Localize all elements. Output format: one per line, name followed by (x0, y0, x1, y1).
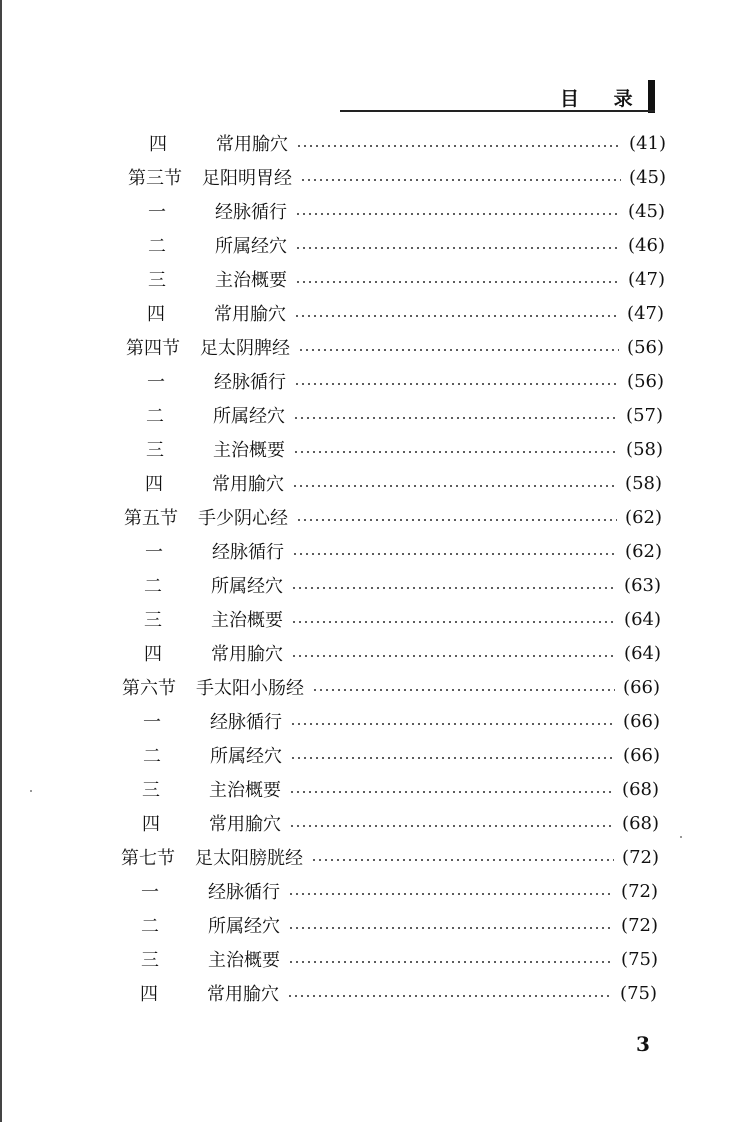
toc-entry-page: (58) (625, 472, 662, 494)
toc-entry-page: (68) (622, 778, 659, 800)
header-marker-bar (648, 80, 655, 113)
toc-entry-title: 常用腧穴 (211, 644, 283, 665)
toc-entry-page: (56) (627, 336, 664, 358)
toc-entry-title: 所属经穴 (215, 236, 287, 257)
toc-entry-page: (45) (629, 166, 666, 188)
toc-section-entry (129, 772, 659, 806)
toc-entry-title: 主治概要 (215, 270, 287, 291)
dot-leader (288, 961, 613, 963)
toc-entry-page: (46) (628, 234, 665, 256)
running-header-title: 目 录 (560, 88, 647, 110)
toc-section-entry (132, 466, 662, 500)
toc-section-entry (129, 806, 659, 840)
toc-entry-title: 主治概要 (208, 950, 280, 971)
toc-entry-number: 第四节 (126, 338, 180, 359)
dot-leader (295, 213, 620, 215)
toc-section-entry (128, 908, 658, 942)
toc-entry-title: 主治概要 (213, 440, 285, 461)
toc-entry-title: 经脉循行 (214, 372, 286, 393)
toc-section-entry (135, 262, 665, 296)
toc-entry-title: 经脉循行 (210, 712, 282, 733)
toc-entry-number: 第六节 (122, 678, 176, 699)
toc-entry-number: 第七节 (121, 848, 175, 869)
toc-chapter-entry (128, 160, 666, 194)
toc-entry-page: (72) (621, 880, 658, 902)
toc-entry-number: 二 (141, 916, 159, 937)
toc-entry-page: (66) (623, 744, 660, 766)
dot-leader (290, 757, 615, 759)
toc-entry-page: (57) (626, 404, 663, 426)
toc-section-entry (133, 432, 663, 466)
scan-speck (30, 790, 32, 792)
toc-section-entry (134, 364, 664, 398)
toc-entry-number: 三 (142, 780, 160, 801)
toc-entry-title: 足阳明胃经 (202, 168, 292, 189)
dot-leader (291, 621, 616, 623)
toc-entry-page: (41) (629, 132, 666, 154)
toc-section-entry (134, 296, 664, 330)
toc-entry-page: (75) (620, 982, 657, 1004)
dot-leader (294, 315, 619, 317)
toc-entry-page: (62) (625, 506, 662, 528)
dot-leader (290, 723, 615, 725)
toc-entry-number: 三 (144, 610, 162, 631)
toc-entry-number: 三 (141, 950, 159, 971)
toc-entry-number: 一 (143, 712, 161, 733)
page-number: 3 (636, 1032, 650, 1056)
toc-entry-page: (64) (624, 642, 661, 664)
toc-entry-page: (45) (628, 200, 665, 222)
toc-section-entry (131, 636, 661, 670)
toc-entry-page: (66) (623, 676, 660, 698)
toc-entry-title: 手太阳小肠经 (196, 678, 304, 699)
toc-entry-title: 常用腧穴 (209, 814, 281, 835)
toc-entry-page: (58) (626, 438, 663, 460)
toc-section-entry (133, 398, 663, 432)
toc-entry-number: 四 (149, 134, 167, 155)
dot-leader (296, 145, 621, 147)
toc-entry-title: 所属经穴 (211, 576, 283, 597)
toc-section-entry (128, 942, 658, 976)
toc-entry-number: 四 (142, 814, 160, 835)
dot-leader (298, 349, 619, 351)
toc-entry-number: 一 (147, 372, 165, 393)
dot-leader (289, 825, 614, 827)
dot-leader (291, 655, 616, 657)
toc-entry-page: (47) (628, 268, 665, 290)
dot-leader (287, 995, 612, 997)
toc-entry-number: 一 (148, 202, 166, 223)
toc-section-entry (127, 976, 657, 1010)
dot-leader (288, 893, 613, 895)
toc-section-entry (128, 874, 658, 908)
toc-entry-number: 一 (145, 542, 163, 563)
toc-entry-title: 足太阳膀胱经 (195, 848, 303, 869)
toc-entry-title: 足太阴脾经 (200, 338, 290, 359)
toc-chapter-entry (122, 670, 660, 704)
toc-section-entry (130, 704, 660, 738)
scan-speck (680, 836, 682, 838)
dot-leader (295, 247, 620, 249)
toc-chapter-entry (124, 500, 662, 534)
toc-entry-number: 第五节 (124, 508, 178, 529)
dot-leader (293, 451, 618, 453)
toc-entry-title: 常用腧穴 (216, 134, 288, 155)
toc-entry-title: 所属经穴 (213, 406, 285, 427)
toc-entry-title: 常用腧穴 (207, 984, 279, 1005)
dot-leader (288, 927, 613, 929)
toc-entry-page: (68) (622, 812, 659, 834)
toc-section-entry (135, 228, 665, 262)
toc-section-entry (132, 534, 662, 568)
dot-leader (289, 791, 614, 793)
toc-entry-page: (75) (621, 948, 658, 970)
dot-leader (312, 689, 615, 691)
dot-leader (300, 179, 621, 181)
toc-entry-number: 四 (144, 644, 162, 665)
toc-entry-page: (66) (623, 710, 660, 732)
toc-section-entry (136, 126, 666, 160)
dot-leader (295, 281, 620, 283)
toc-entry-title: 经脉循行 (208, 882, 280, 903)
toc-entry-number: 二 (146, 406, 164, 427)
dot-leader (292, 485, 617, 487)
toc-entry-number: 三 (146, 440, 164, 461)
dot-leader (292, 553, 617, 555)
toc-entry-title: 主治概要 (211, 610, 283, 631)
dot-leader (293, 417, 618, 419)
toc-section-entry (131, 568, 661, 602)
toc-entry-page: (47) (627, 302, 664, 324)
toc-entry-number: 三 (148, 270, 166, 291)
toc-entry-title: 手少阴心经 (198, 508, 288, 529)
toc-entry-page: (56) (627, 370, 664, 392)
toc-entry-title: 所属经穴 (208, 916, 280, 937)
toc-entry-title: 经脉循行 (212, 542, 284, 563)
toc-entry-page: (62) (625, 540, 662, 562)
toc-entry-page: (64) (624, 608, 661, 630)
toc-section-entry (130, 738, 660, 772)
dot-leader (311, 859, 614, 861)
toc-chapter-entry (121, 840, 659, 874)
toc-section-entry (135, 194, 665, 228)
toc-entry-title: 主治概要 (209, 780, 281, 801)
dot-leader (296, 519, 617, 521)
toc-entry-number: 二 (144, 576, 162, 597)
toc-entry-number: 四 (140, 984, 158, 1005)
toc-entry-number: 第三节 (128, 168, 182, 189)
toc-entry-page: (72) (622, 846, 659, 868)
toc-entry-number: 一 (141, 882, 159, 903)
toc-entry-title: 常用腧穴 (214, 304, 286, 325)
toc-section-entry (131, 602, 661, 636)
toc-entry-number: 二 (143, 746, 161, 767)
header-rule (340, 110, 655, 112)
toc-entry-page: (72) (621, 914, 658, 936)
toc-entry-title: 经脉循行 (215, 202, 287, 223)
toc-entry-number: 四 (147, 304, 165, 325)
toc-entry-title: 常用腧穴 (212, 474, 284, 495)
toc-entry-title: 所属经穴 (210, 746, 282, 767)
page-edge-line (0, 0, 2, 1122)
toc-chapter-entry (126, 330, 664, 364)
dot-leader (294, 383, 619, 385)
dot-leader (291, 587, 616, 589)
toc-entry-number: 二 (148, 236, 166, 257)
toc-entry-page: (63) (624, 574, 661, 596)
toc-entry-number: 四 (145, 474, 163, 495)
